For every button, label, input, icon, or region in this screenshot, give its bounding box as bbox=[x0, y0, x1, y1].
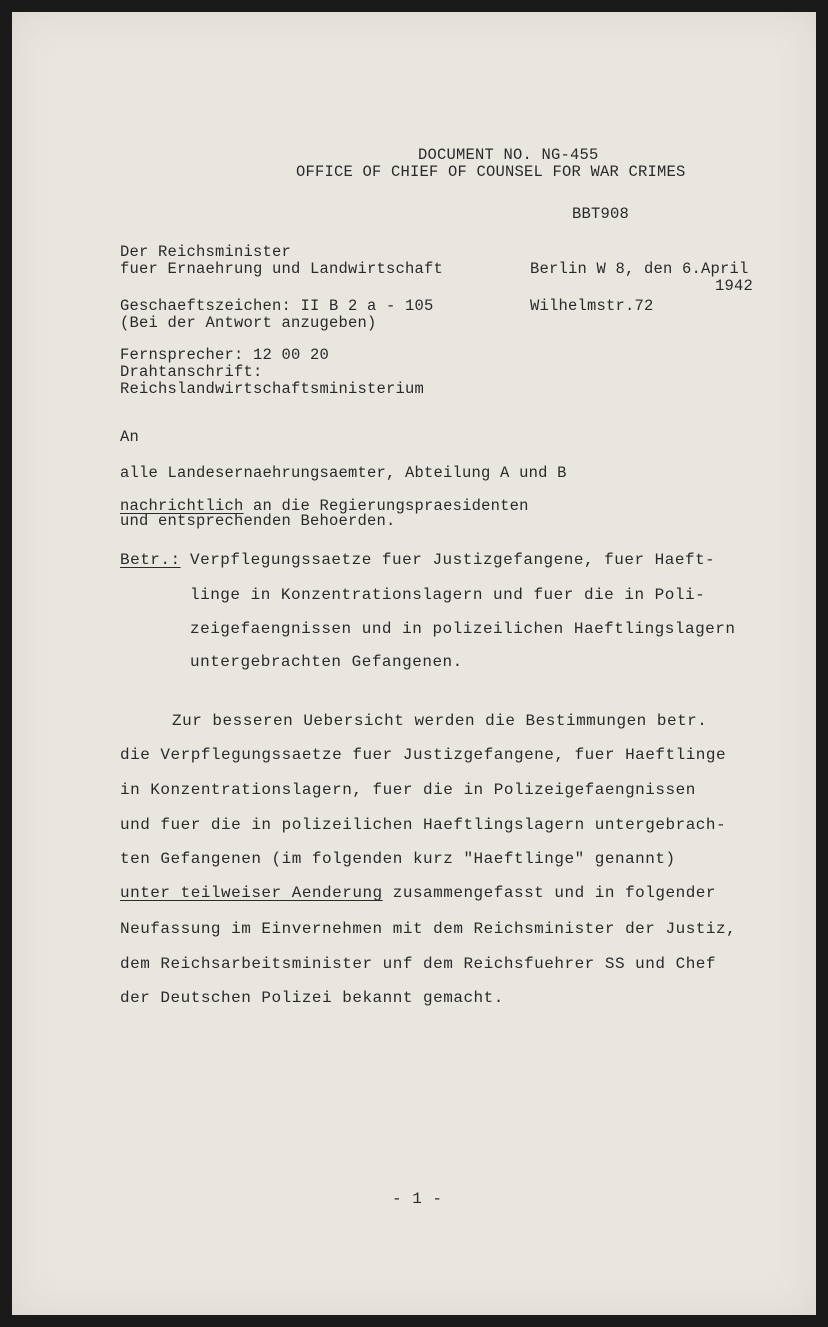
body-line-7: Neufassung im Einvernehmen mit dem Reichsminister der Justiz, bbox=[120, 920, 737, 938]
file-number-note: (Bei der Antwort anzugeben) bbox=[120, 314, 377, 332]
document-number: DOCUMENT NO. NG-455 bbox=[418, 146, 599, 164]
telegraph-address: Reichslandwirtschaftsministerium bbox=[120, 380, 425, 398]
place-date: Berlin W 8, den 6.April bbox=[530, 260, 749, 278]
reference-code: BBT908 bbox=[572, 205, 630, 223]
cc-label: nachrichtlich bbox=[120, 497, 244, 515]
subject-line-4: untergebrachten Gefangenen. bbox=[190, 653, 463, 671]
subject-label: Betr.: bbox=[120, 551, 181, 569]
telegraph-label: Drahtanschrift: bbox=[120, 363, 263, 381]
body-line-9: der Deutschen Polizei bekannt gemacht. bbox=[120, 989, 504, 1007]
body-line-1: Zur besseren Uebersicht werden die Bestimmungen betr. bbox=[172, 712, 708, 730]
street-address: Wilhelmstr.72 bbox=[530, 297, 654, 315]
body-line-5: ten Gefangenen (im folgenden kurz "Haeftlinge" genannt) bbox=[120, 850, 676, 868]
date-year: 1942 bbox=[715, 277, 754, 295]
body-underlined-phrase: unter teilweiser Aenderung bbox=[120, 884, 383, 902]
page-number: - 1 - bbox=[392, 1190, 443, 1208]
body-line-2: die Verpflegungssaetze fuer Justizgefangene, fuer Haeftlinge bbox=[120, 746, 727, 764]
body-line-6 bbox=[120, 884, 716, 902]
recipient-to: An bbox=[120, 428, 140, 446]
subject-line-1: Verpflegungssaetze fuer Justizgefangene, fuer Haeft- bbox=[190, 551, 716, 569]
cc-line-2: und entsprechenden Behoerden. bbox=[120, 512, 396, 530]
file-number: Geschaeftszeichen: II B 2 a - 105 bbox=[120, 297, 434, 315]
cc-text: an die Regierungspraesidenten bbox=[243, 497, 529, 515]
subject-line-2: linge in Konzentrationslagern und fuer die in Poli- bbox=[190, 586, 706, 604]
body-line-3: in Konzentrationslagern, fuer die in Polizeigefaengnissen bbox=[120, 781, 696, 799]
recipient-line: alle Landesernaehrungsaemter, Abteilung A und B bbox=[120, 464, 567, 482]
phone-number: Fernsprecher: 12 00 20 bbox=[120, 346, 330, 364]
office-heading: OFFICE OF CHIEF OF COUNSEL FOR WAR CRIMES bbox=[296, 163, 686, 181]
sender-line-1: Der Reichsminister bbox=[120, 243, 292, 261]
body-line-8: dem Reichsarbeitsminister unf dem Reichsfuehrer SS und Chef bbox=[120, 955, 716, 973]
subject-line-3: zeigefaengnissen und in polizeilichen Haeftlingslagern bbox=[190, 620, 736, 638]
body-line-4: und fuer die in polizeilichen Haeftlingslagern untergebrach- bbox=[120, 816, 727, 834]
body-line-6-rest: zusammengefasst und in folgender bbox=[382, 884, 716, 902]
sender-line-2: fuer Ernaehrung und Landwirtschaft bbox=[120, 260, 444, 278]
